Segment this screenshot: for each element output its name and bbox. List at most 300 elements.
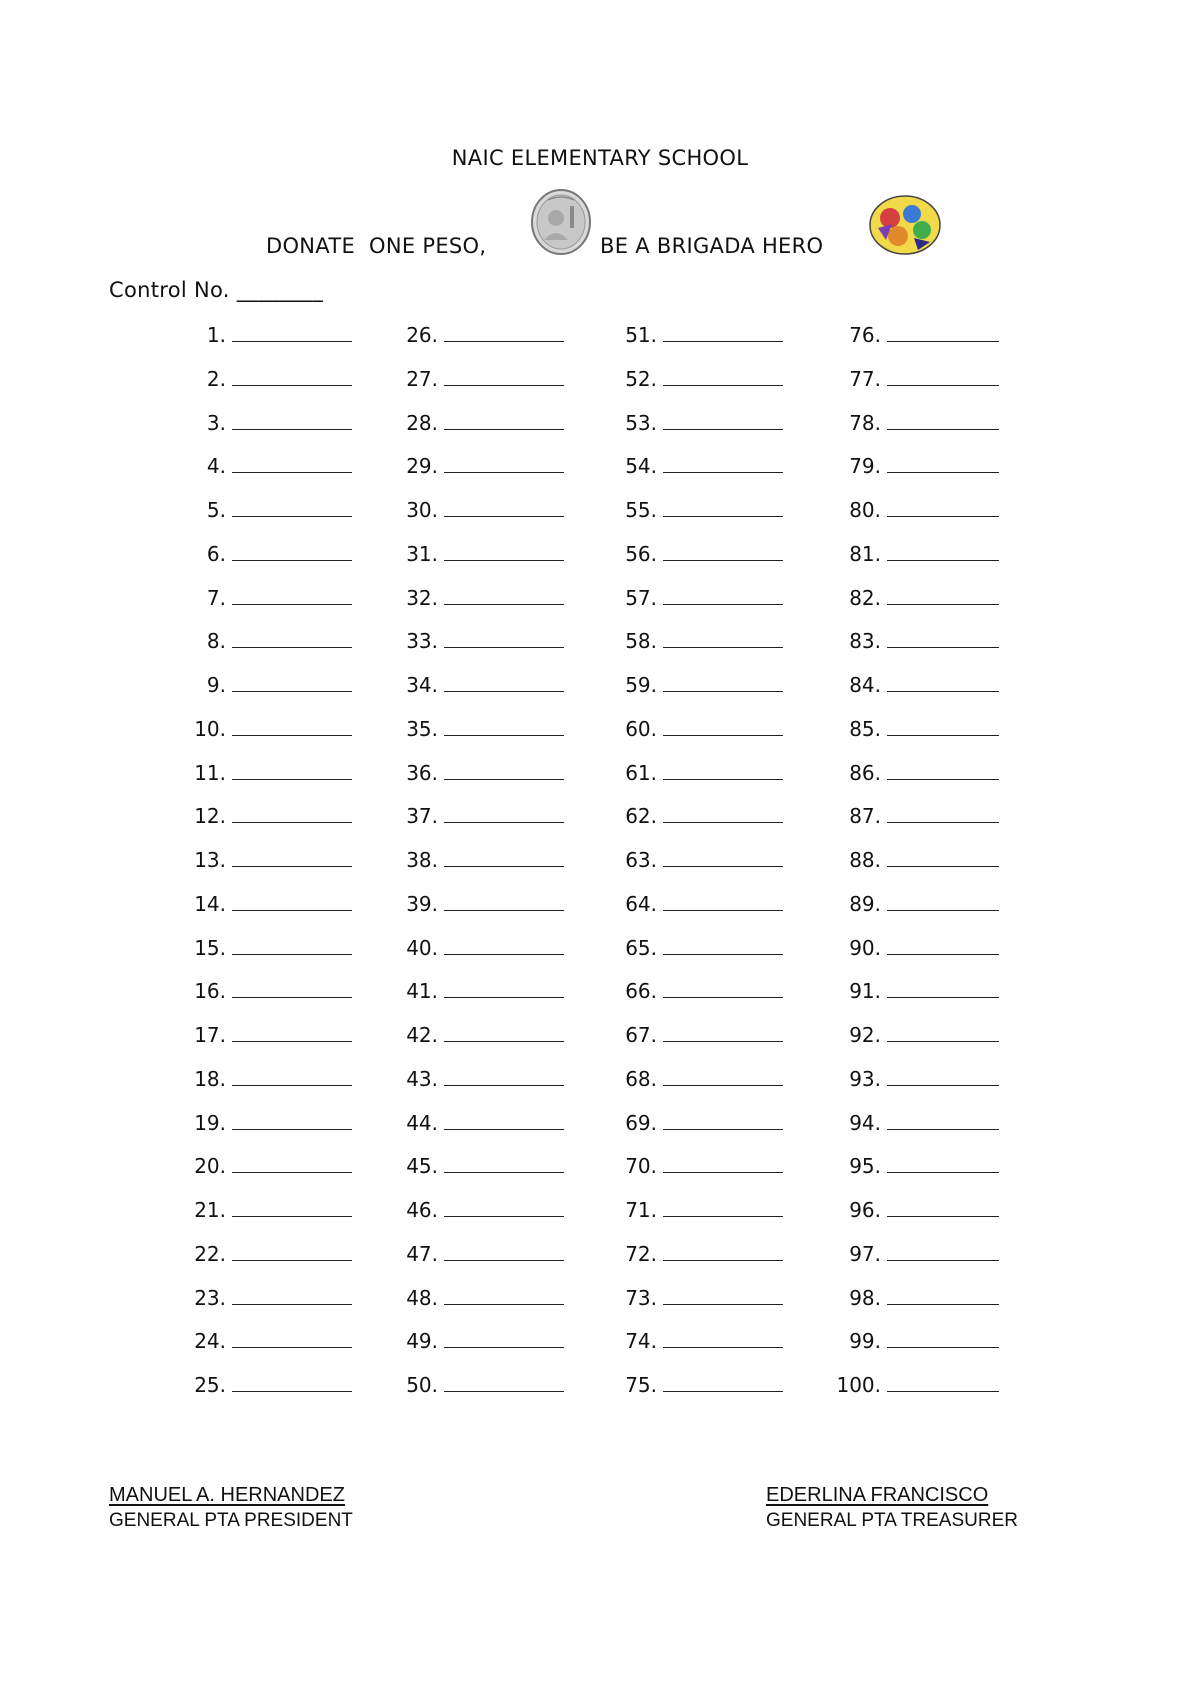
entry-blank-line[interactable] xyxy=(232,541,352,561)
entry-blank-line[interactable] xyxy=(663,453,783,473)
entry-row xyxy=(835,760,999,786)
entry-blank-line[interactable] xyxy=(444,1153,564,1173)
entry-blank-line[interactable] xyxy=(887,585,999,605)
entry-number: 82. xyxy=(849,585,881,610)
entry-number: 22. xyxy=(194,1241,226,1266)
entry-number: 93. xyxy=(849,1066,881,1091)
entry-blank-line[interactable] xyxy=(887,541,999,561)
control-number: Control No. ________ xyxy=(109,278,324,302)
entry-number: 41. xyxy=(406,979,438,1004)
entry-number: 71. xyxy=(625,1198,657,1222)
entry-number: 85. xyxy=(849,716,881,741)
entry-blank-line[interactable] xyxy=(663,1285,783,1305)
entry-number: 81. xyxy=(849,541,881,566)
entry-blank-line[interactable] xyxy=(232,1153,352,1173)
entry-blank-line[interactable] xyxy=(444,935,564,955)
entry-number: 96. xyxy=(849,1198,881,1222)
entry-row xyxy=(617,935,783,961)
entry-row xyxy=(617,716,783,742)
entry-row xyxy=(398,1153,564,1179)
entry-number: 44. xyxy=(406,1110,438,1135)
entry-number: 72. xyxy=(625,1241,657,1266)
entry-number: 13. xyxy=(194,848,226,872)
entry-number: 34. xyxy=(406,673,438,697)
entry-blank-line[interactable] xyxy=(444,410,564,430)
entry-blank-line[interactable] xyxy=(232,760,352,780)
entry-blank-line[interactable] xyxy=(887,1328,999,1348)
entry-blank-line[interactable] xyxy=(663,760,783,780)
entry-row xyxy=(186,1197,352,1223)
entry-row xyxy=(186,1372,352,1398)
entry-row xyxy=(617,497,783,523)
entry-number: 4. xyxy=(206,454,226,479)
entry-blank-line[interactable] xyxy=(663,847,783,867)
entry-blank-line[interactable] xyxy=(232,935,352,955)
entry-number: 18. xyxy=(194,1066,226,1091)
entry-number: 53. xyxy=(625,410,657,435)
entry-row xyxy=(398,672,564,698)
entry-number: 69. xyxy=(625,1110,657,1135)
entry-row xyxy=(617,1285,783,1311)
entry-number: 51. xyxy=(625,323,657,347)
entry-blank-line[interactable] xyxy=(663,497,783,517)
entry-row xyxy=(398,497,564,523)
entry-number: 39. xyxy=(406,891,438,916)
entry-blank-line[interactable] xyxy=(232,803,352,823)
entry-number: 5. xyxy=(206,498,226,522)
entry-number: 74. xyxy=(625,1329,657,1354)
entry-row xyxy=(398,453,564,479)
entry-number: 56. xyxy=(625,541,657,566)
entry-number: 63. xyxy=(625,848,657,872)
entry-blank-line[interactable] xyxy=(663,1197,783,1217)
entry-number: 62. xyxy=(625,804,657,829)
entry-blank-line[interactable] xyxy=(663,1022,783,1042)
entry-row xyxy=(398,628,564,654)
entry-row xyxy=(186,1285,352,1311)
one-peso-coin-icon xyxy=(530,188,592,256)
entry-row xyxy=(398,541,564,567)
entry-row xyxy=(186,978,352,1004)
entry-blank-line[interactable] xyxy=(887,1066,999,1086)
entry-row xyxy=(186,628,352,654)
entry-row xyxy=(835,847,999,873)
entry-row xyxy=(835,1372,999,1398)
entry-number: 67. xyxy=(625,1023,657,1047)
entry-blank-line[interactable] xyxy=(232,1328,352,1348)
entry-row xyxy=(186,497,352,523)
slogan-donate: DONATE ONE PESO, xyxy=(266,234,487,258)
entry-blank-line[interactable] xyxy=(444,628,564,648)
entry-blank-line[interactable] xyxy=(232,672,352,692)
entry-number: 30. xyxy=(406,498,438,522)
entry-number: 1. xyxy=(206,323,226,347)
entry-blank-line[interactable] xyxy=(444,1022,564,1042)
entry-row xyxy=(398,716,564,742)
entry-number: 33. xyxy=(406,629,438,654)
entry-blank-line[interactable] xyxy=(663,366,783,386)
entry-row xyxy=(617,366,783,392)
entry-blank-line[interactable] xyxy=(663,1066,783,1086)
entry-row xyxy=(835,935,999,961)
entry-row xyxy=(835,1022,999,1048)
entry-row xyxy=(617,1022,783,1048)
entry-row xyxy=(617,585,783,611)
entry-row xyxy=(186,410,352,436)
entry-number: 87. xyxy=(849,804,881,829)
entry-blank-line[interactable] xyxy=(887,1285,999,1305)
entry-number: 76. xyxy=(849,323,881,347)
entry-row xyxy=(835,541,999,567)
entry-blank-line[interactable] xyxy=(887,497,999,517)
entry-blank-line[interactable] xyxy=(663,978,783,998)
entry-number: 14. xyxy=(194,891,226,916)
entry-blank-line[interactable] xyxy=(887,453,999,473)
entry-row xyxy=(398,322,564,348)
entry-number: 43. xyxy=(406,1066,438,1091)
entry-row xyxy=(186,1066,352,1092)
entry-row xyxy=(398,760,564,786)
entry-row xyxy=(398,978,564,1004)
entry-number: 23. xyxy=(194,1285,226,1310)
entry-blank-line[interactable] xyxy=(232,1022,352,1042)
entry-blank-line[interactable] xyxy=(663,1328,783,1348)
entry-number: 47. xyxy=(406,1241,438,1266)
entry-row xyxy=(398,1022,564,1048)
entry-blank-line[interactable] xyxy=(232,891,352,911)
entry-number: 8. xyxy=(206,629,226,654)
entry-blank-line[interactable] xyxy=(444,1197,564,1217)
entry-number: 57. xyxy=(625,585,657,610)
entry-number: 27. xyxy=(406,366,438,391)
entry-row xyxy=(186,453,352,479)
entry-blank-line[interactable] xyxy=(663,410,783,430)
entry-blank-line[interactable] xyxy=(887,716,999,736)
entry-number: 86. xyxy=(849,760,881,785)
entry-row xyxy=(398,1285,564,1311)
entry-number: 46. xyxy=(406,1198,438,1222)
entry-row xyxy=(835,672,999,698)
entry-blank-line[interactable] xyxy=(663,322,783,342)
entry-number: 54. xyxy=(625,454,657,479)
entry-number: 50. xyxy=(406,1373,438,1397)
entry-row xyxy=(835,1328,999,1354)
entry-row xyxy=(835,1285,999,1311)
entry-blank-line[interactable] xyxy=(444,978,564,998)
entry-row xyxy=(398,803,564,829)
treasurer-name: EDERLINA FRANCISCO xyxy=(766,1484,989,1506)
entry-number: 45. xyxy=(406,1154,438,1179)
entry-row xyxy=(835,628,999,654)
entry-row xyxy=(398,1241,564,1267)
entry-number: 55. xyxy=(625,498,657,522)
entry-number: 20. xyxy=(194,1154,226,1179)
entry-blank-line[interactable] xyxy=(444,453,564,473)
entry-blank-line[interactable] xyxy=(887,410,999,430)
entry-row xyxy=(186,322,352,348)
entry-blank-line[interactable] xyxy=(444,1328,564,1348)
entry-number: 73. xyxy=(625,1285,657,1310)
entry-blank-line[interactable] xyxy=(444,1372,564,1392)
entry-blank-line[interactable] xyxy=(887,1110,999,1130)
entry-number: 48. xyxy=(406,1285,438,1310)
entry-row xyxy=(398,366,564,392)
entry-number: 90. xyxy=(849,935,881,960)
school-name: NAIC ELEMENTARY SCHOOL xyxy=(451,146,749,170)
entry-row xyxy=(398,1110,564,1136)
entry-row xyxy=(398,410,564,436)
entry-blank-line[interactable] xyxy=(663,803,783,823)
entry-blank-line[interactable] xyxy=(887,1241,999,1261)
entry-number: 99. xyxy=(849,1329,881,1354)
entry-blank-line[interactable] xyxy=(444,803,564,823)
entry-number: 2. xyxy=(206,366,226,391)
entry-blank-line[interactable] xyxy=(444,497,564,517)
entry-number: 91. xyxy=(849,979,881,1004)
entry-blank-line[interactable] xyxy=(444,760,564,780)
entry-blank-line[interactable] xyxy=(887,978,999,998)
entry-number: 61. xyxy=(625,760,657,785)
entry-blank-line[interactable] xyxy=(444,716,564,736)
entry-number: 21. xyxy=(194,1198,226,1222)
entry-number: 88. xyxy=(849,848,881,872)
entry-number: 37. xyxy=(406,804,438,829)
entry-blank-line[interactable] xyxy=(232,1066,352,1086)
entry-number: 66. xyxy=(625,979,657,1004)
entry-blank-line[interactable] xyxy=(663,541,783,561)
entry-number: 64. xyxy=(625,891,657,916)
entry-number: 94. xyxy=(849,1110,881,1135)
entry-row xyxy=(835,322,999,348)
entry-number: 11. xyxy=(194,760,226,785)
entry-row xyxy=(617,322,783,348)
entry-row xyxy=(835,453,999,479)
entry-blank-line[interactable] xyxy=(232,716,352,736)
entry-row xyxy=(617,1328,783,1354)
entry-number: 10. xyxy=(194,716,226,741)
entry-number: 79. xyxy=(849,454,881,479)
entry-row xyxy=(186,935,352,961)
entry-row xyxy=(186,1022,352,1048)
entry-blank-line[interactable] xyxy=(887,366,999,386)
entry-number: 60. xyxy=(625,716,657,741)
entry-row xyxy=(617,453,783,479)
entry-number: 58. xyxy=(625,629,657,654)
entry-blank-line[interactable] xyxy=(232,1197,352,1217)
entry-row xyxy=(186,1153,352,1179)
entry-number: 100. xyxy=(836,1373,881,1397)
entry-row xyxy=(835,497,999,523)
entry-blank-line[interactable] xyxy=(444,541,564,561)
entry-number: 6. xyxy=(206,541,226,566)
entry-blank-line[interactable] xyxy=(444,322,564,342)
entry-number: 38. xyxy=(406,848,438,872)
entry-number: 75. xyxy=(625,1373,657,1397)
entry-number: 35. xyxy=(406,716,438,741)
entry-number: 19. xyxy=(194,1110,226,1135)
entry-blank-line[interactable] xyxy=(663,935,783,955)
entry-number: 9. xyxy=(206,673,226,697)
entry-row xyxy=(617,1153,783,1179)
entry-blank-line[interactable] xyxy=(887,1022,999,1042)
entry-blank-line[interactable] xyxy=(887,847,999,867)
entry-number: 7. xyxy=(206,585,226,610)
entry-number: 28. xyxy=(406,410,438,435)
entry-number: 70. xyxy=(625,1154,657,1179)
entry-number: 98. xyxy=(849,1285,881,1310)
entry-blank-line[interactable] xyxy=(232,410,352,430)
president-name: MANUEL A. HERNANDEZ xyxy=(109,1484,345,1506)
entry-row xyxy=(398,585,564,611)
entry-blank-line[interactable] xyxy=(887,803,999,823)
entry-blank-line[interactable] xyxy=(887,672,999,692)
entry-number: 84. xyxy=(849,673,881,697)
entry-row xyxy=(186,803,352,829)
entry-row xyxy=(398,1197,564,1223)
entry-blank-line[interactable] xyxy=(444,1285,564,1305)
entry-row xyxy=(835,366,999,392)
entry-blank-line[interactable] xyxy=(887,760,999,780)
entry-number: 49. xyxy=(406,1329,438,1354)
brigada-hero-logo-icon xyxy=(868,194,942,256)
entry-blank-line[interactable] xyxy=(444,1241,564,1261)
entry-blank-line[interactable] xyxy=(232,847,352,867)
entry-row xyxy=(186,1241,352,1267)
entry-row xyxy=(186,847,352,873)
entry-number: 15. xyxy=(194,935,226,960)
entry-blank-line[interactable] xyxy=(232,453,352,473)
entry-blank-line[interactable] xyxy=(444,672,564,692)
entry-row xyxy=(398,935,564,961)
entry-row xyxy=(398,1372,564,1398)
entry-number: 36. xyxy=(406,760,438,785)
entry-number: 92. xyxy=(849,1023,881,1047)
entry-row xyxy=(186,672,352,698)
entry-row xyxy=(186,760,352,786)
entry-blank-line[interactable] xyxy=(663,1241,783,1261)
entry-blank-line[interactable] xyxy=(232,322,352,342)
entry-row xyxy=(398,1328,564,1354)
entry-blank-line[interactable] xyxy=(444,366,564,386)
entry-row xyxy=(186,366,352,392)
entry-row xyxy=(617,891,783,917)
entry-row xyxy=(835,1110,999,1136)
entry-row xyxy=(835,891,999,917)
entry-blank-line[interactable] xyxy=(444,1066,564,1086)
entry-blank-line[interactable] xyxy=(232,497,352,517)
entry-number: 42. xyxy=(406,1023,438,1047)
entry-row xyxy=(835,716,999,742)
entry-row xyxy=(617,760,783,786)
entry-number: 65. xyxy=(625,935,657,960)
entry-row xyxy=(835,1197,999,1223)
entry-row xyxy=(398,847,564,873)
entry-blank-line[interactable] xyxy=(232,1110,352,1130)
entry-row xyxy=(617,1066,783,1092)
entry-row xyxy=(835,803,999,829)
entry-row xyxy=(617,1372,783,1398)
entry-row xyxy=(617,1110,783,1136)
entry-blank-line[interactable] xyxy=(887,1197,999,1217)
entry-row xyxy=(835,1153,999,1179)
entry-blank-line[interactable] xyxy=(887,935,999,955)
entry-number: 78. xyxy=(849,410,881,435)
entry-row xyxy=(186,891,352,917)
entry-number: 25. xyxy=(194,1373,226,1397)
entry-number: 17. xyxy=(194,1023,226,1047)
entry-row xyxy=(186,1328,352,1354)
entry-blank-line[interactable] xyxy=(663,585,783,605)
entry-row xyxy=(398,891,564,917)
entry-blank-line[interactable] xyxy=(663,1153,783,1173)
entry-number: 24. xyxy=(194,1329,226,1354)
slogan-hero: BE A BRIGADA HERO xyxy=(600,234,824,258)
entry-blank-line[interactable] xyxy=(232,628,352,648)
entry-number: 77. xyxy=(849,366,881,391)
entry-blank-line[interactable] xyxy=(887,628,999,648)
entry-blank-line[interactable] xyxy=(887,322,999,342)
entry-row xyxy=(617,410,783,436)
entry-row xyxy=(835,1241,999,1267)
entry-row xyxy=(835,585,999,611)
entry-blank-line[interactable] xyxy=(232,978,352,998)
entry-blank-line[interactable] xyxy=(232,1241,352,1261)
entry-blank-line[interactable] xyxy=(887,1372,999,1392)
entry-number: 52. xyxy=(625,366,657,391)
entry-number: 59. xyxy=(625,673,657,697)
entry-blank-line[interactable] xyxy=(444,847,564,867)
entry-blank-line[interactable] xyxy=(444,585,564,605)
entry-row xyxy=(617,628,783,654)
entry-number: 31. xyxy=(406,541,438,566)
entry-row xyxy=(186,716,352,742)
entry-row xyxy=(835,1066,999,1092)
entry-blank-line[interactable] xyxy=(887,891,999,911)
entry-number: 95. xyxy=(849,1154,881,1179)
entry-blank-line[interactable] xyxy=(232,1285,352,1305)
entry-blank-line[interactable] xyxy=(444,1110,564,1130)
entry-blank-line[interactable] xyxy=(663,1110,783,1130)
entry-blank-line[interactable] xyxy=(663,716,783,736)
entry-row xyxy=(617,1241,783,1267)
entry-number: 68. xyxy=(625,1066,657,1091)
entry-number: 80. xyxy=(849,498,881,522)
entry-number: 32. xyxy=(406,585,438,610)
entry-row xyxy=(398,1066,564,1092)
entry-number: 12. xyxy=(194,804,226,829)
entry-row xyxy=(835,978,999,1004)
entry-row xyxy=(617,541,783,567)
entry-blank-line[interactable] xyxy=(232,366,352,386)
entry-blank-line[interactable] xyxy=(663,628,783,648)
entry-row xyxy=(186,541,352,567)
entry-blank-line[interactable] xyxy=(663,1372,783,1392)
entry-blank-line[interactable] xyxy=(232,1372,352,1392)
entry-row xyxy=(186,585,352,611)
entry-row xyxy=(835,410,999,436)
entry-blank-line[interactable] xyxy=(444,891,564,911)
entry-blank-line[interactable] xyxy=(663,672,783,692)
entry-blank-line[interactable] xyxy=(232,585,352,605)
entry-number: 89. xyxy=(849,891,881,916)
entry-row xyxy=(617,847,783,873)
entry-row xyxy=(617,1197,783,1223)
entry-number: 97. xyxy=(849,1241,881,1266)
entry-blank-line[interactable] xyxy=(887,1153,999,1173)
entry-blank-line[interactable] xyxy=(663,891,783,911)
entry-number: 16. xyxy=(194,979,226,1004)
entry-number: 26. xyxy=(406,323,438,347)
